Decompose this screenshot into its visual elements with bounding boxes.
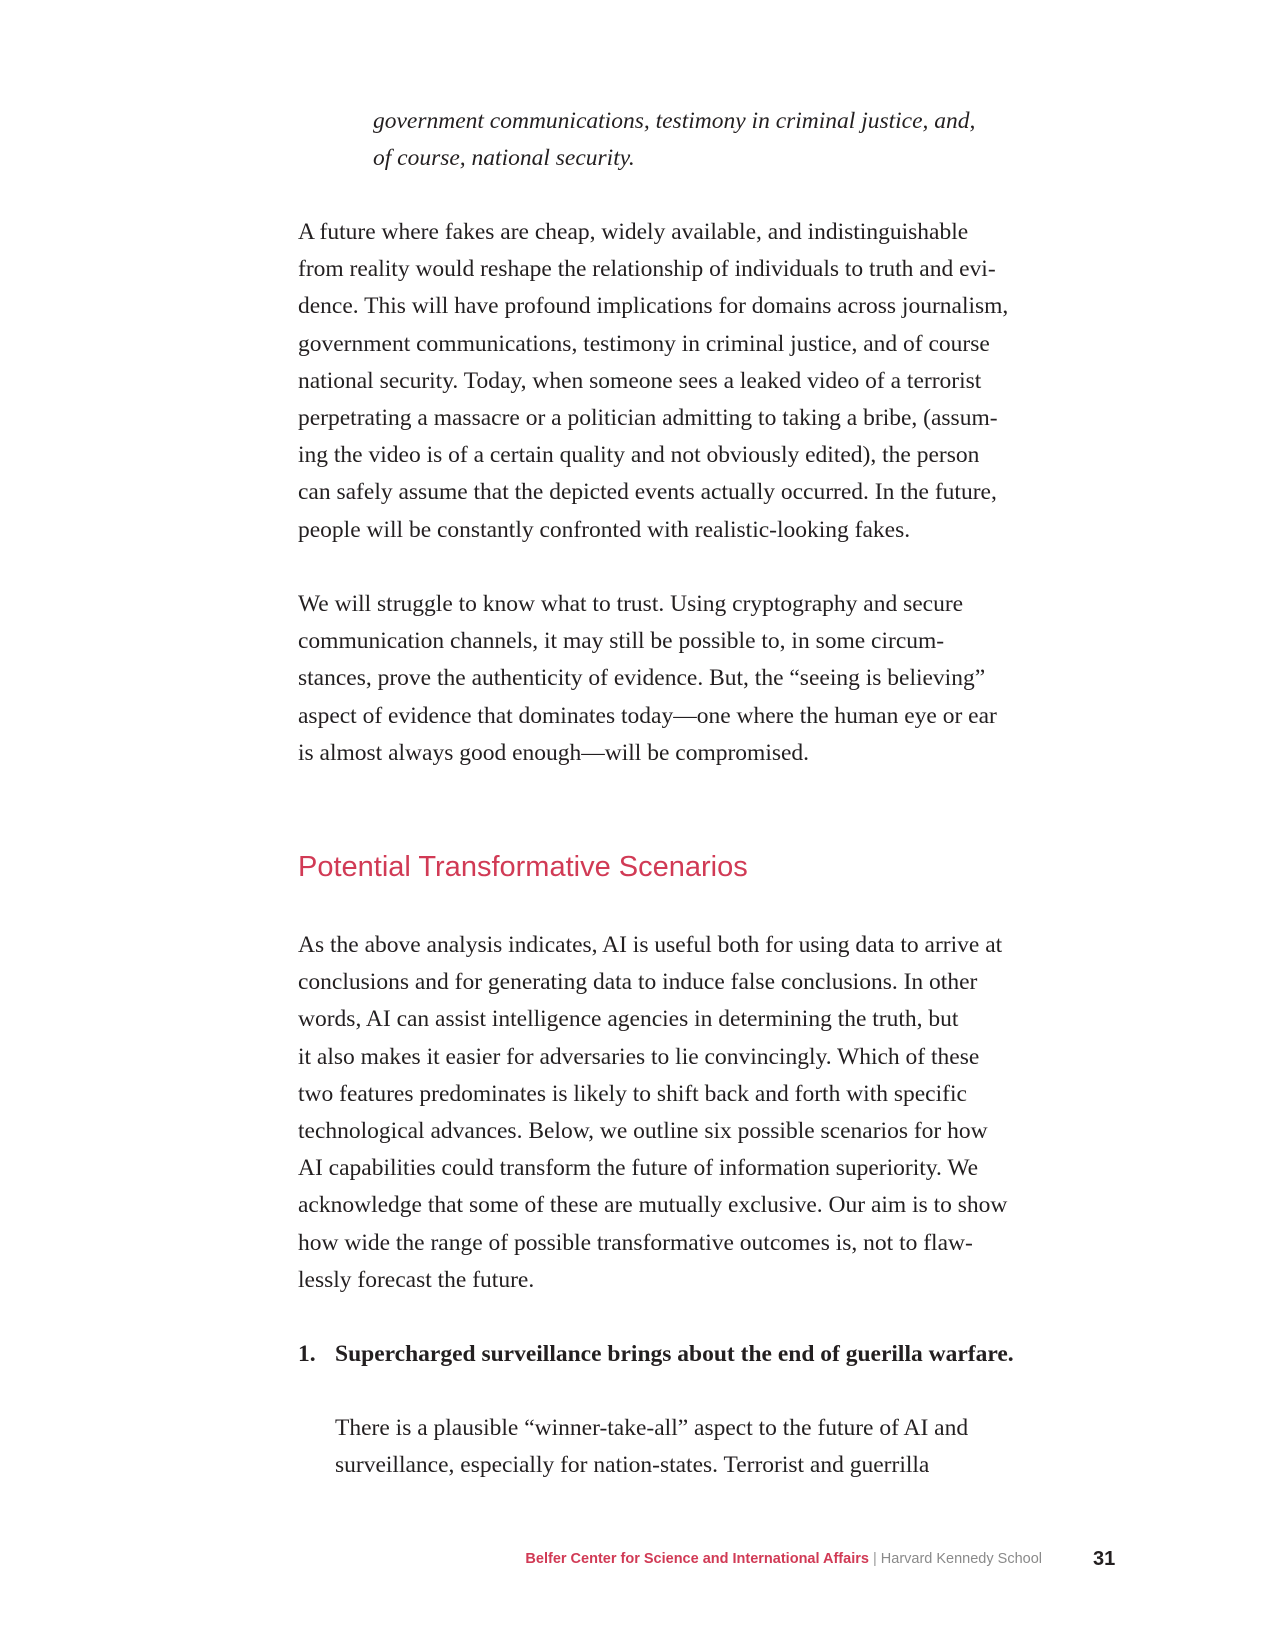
paragraph-line: can safely assume that the depicted events actually occurred. In the future, <box>298 479 997 506</box>
section-heading: Potential Transformative Scenarios <box>298 851 748 883</box>
paragraph-line: conclusions and for generating data to induce false conclusions. In other <box>298 969 978 996</box>
paragraph-line: AI capabilities could transform the future of information superiority. We <box>298 1155 979 1182</box>
list-item-title: Supercharged surveillance brings about the end of guerilla warfare. <box>335 1341 1014 1367</box>
list-number: 1. <box>298 1341 316 1367</box>
paragraph-line: acknowledge that some of these are mutually exclusive. Our aim is to show <box>298 1192 1008 1219</box>
paragraph-line: people will be constantly confronted with realistic-looking fakes. <box>298 516 911 543</box>
footer-separator: | <box>868 1551 881 1567</box>
paragraph-line: communication channels, it may still be possible to, in some circum- <box>298 628 945 655</box>
paragraph-line: There is a plausible “winner-take-all” aspect to the future of AI and <box>335 1415 969 1441</box>
paragraph-line: lessly forecast the future. <box>298 1266 535 1293</box>
footer-credit <box>525 1551 1042 1567</box>
paragraph-line: dence. This will have profound implications for domains across journalism, <box>298 293 1009 320</box>
paragraph-line: As the above analysis indicates, AI is useful both for using data to arrive at <box>298 932 1003 958</box>
page-footer <box>0 1548 1275 1578</box>
footer-organization: Belfer Center for Science and International Affairs <box>525 1551 869 1567</box>
quote-line: of course, national security. <box>373 145 635 172</box>
paragraph-fakes-future <box>298 214 1058 549</box>
paragraph-line: perpetrating a massacre or a politician admitting to taking a bribe, (assum- <box>298 405 998 432</box>
paragraph-line: how wide the range of possible transformative outcomes is, not to flaw- <box>298 1229 973 1256</box>
footer-school: Harvard Kennedy School <box>880 1551 1042 1567</box>
paragraph-line: from reality would reshape the relationship of individuals to truth and evi- <box>298 256 996 283</box>
paragraph-line: two features predominates is likely to shift back and forth with specific <box>298 1080 967 1107</box>
paragraph-trust <box>298 586 1058 772</box>
paragraph-line: government communications, testimony in criminal justice, and of course <box>298 330 990 357</box>
paragraph-line: We will struggle to know what to trust. Using cryptography and secure <box>298 591 964 617</box>
paragraph-line: aspect of evidence that dominates today—one where the human eye or ear <box>298 702 997 729</box>
page-number: 31 <box>1093 1548 1116 1570</box>
paragraph-line: it also makes it easier for adversaries to lie convincingly. Which of these <box>298 1043 980 1070</box>
paragraph-line: national security. Today, when someone sees a leaked video of a terrorist <box>298 367 982 394</box>
paragraph-surveillance <box>335 1410 1055 1484</box>
paragraph-line: stances, prove the authenticity of evidence. But, the “seeing is believing” <box>298 665 986 692</box>
paragraph-line: ing the video is of a certain quality and not obviously edited), the person <box>298 442 980 469</box>
quote-line: government communications, testimony in criminal justice, and, <box>373 108 976 134</box>
paragraph-line: technological advances. Below, we outline six possible scenarios for how <box>298 1118 988 1145</box>
paragraph-line: A future where fakes are cheap, widely available, and indistinguishable <box>298 219 969 245</box>
paragraph-analysis <box>298 927 1058 1299</box>
paragraph-line: words, AI can assist intelligence agencies in determining the truth, but <box>298 1006 959 1033</box>
paragraph-line: is almost always good enough—will be compromised. <box>298 739 810 766</box>
paragraph-line: surveillance, especially for nation-states. Terrorist and guerrilla <box>335 1452 930 1479</box>
block-quote <box>373 103 1033 177</box>
list-item-heading <box>298 1336 1014 1373</box>
